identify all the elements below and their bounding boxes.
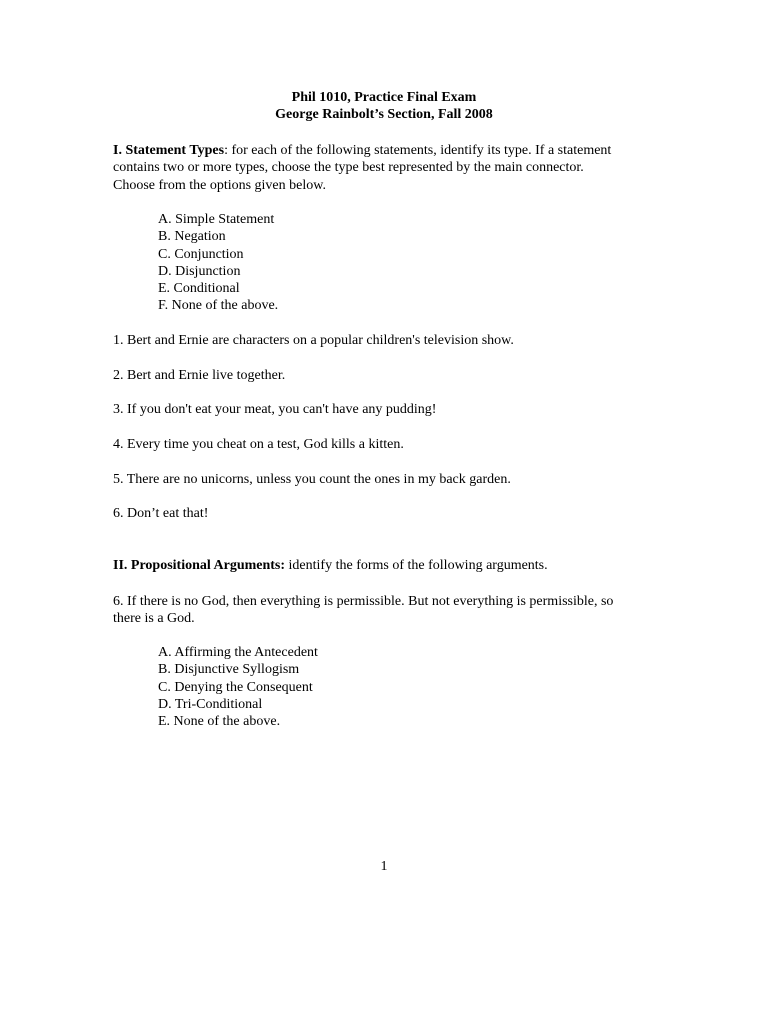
section2-option: A. Affirming the Antecedent xyxy=(158,645,318,660)
section1-option: F. None of the above. xyxy=(158,298,279,313)
section1-question: 2. Bert and Ernie live together. xyxy=(113,368,286,383)
exam-title: Phil 1010, Practice Final Exam xyxy=(291,90,477,105)
section2-heading: II. Propositional Arguments: xyxy=(113,558,286,573)
section2-option: E. None of the above. xyxy=(158,714,281,729)
section1-intro-line-1 xyxy=(113,142,611,159)
section2-intro-text: identify the forms of the following arguments. xyxy=(285,558,548,573)
section2-intro xyxy=(113,557,548,574)
section1-question: 5. There are no unicorns, unless you count the ones in my back garden. xyxy=(113,472,511,487)
section1-question: 6. Don’t eat that! xyxy=(113,506,209,521)
section2-option: D. Tri-Conditional xyxy=(158,697,263,712)
section1-intro-line-2: contains two or more types, choose the type best represented by the main connector. xyxy=(113,160,584,175)
section1-option: E. Conditional xyxy=(158,281,240,296)
page-number: 1 xyxy=(380,859,388,874)
section1-option: D. Disjunction xyxy=(158,264,241,279)
section1-intro-line-3: Choose from the options given below. xyxy=(113,178,326,193)
section1-intro-text: : for each of the following statements, identify its type. If a statement xyxy=(224,143,612,158)
section2-option: B. Disjunctive Syllogism xyxy=(158,662,300,677)
section1-question: 3. If you don't eat your meat, you can't have any pudding! xyxy=(113,402,437,417)
section1-option: C. Conjunction xyxy=(158,247,244,262)
section1-question: 4. Every time you cheat on a test, God kills a kitten. xyxy=(113,437,404,452)
section2-option: C. Denying the Consequent xyxy=(158,680,313,695)
exam-subtitle: George Rainbolt’s Section, Fall 2008 xyxy=(275,107,493,122)
section2-question-line-2: there is a God. xyxy=(113,611,195,626)
section2-question-line-1: 6. If there is no God, then everything is permissible. But not everything is permissible, so xyxy=(113,594,614,609)
section1-option: B. Negation xyxy=(158,229,226,244)
section1-option: A. Simple Statement xyxy=(158,212,275,227)
section1-question: 1. Bert and Ernie are characters on a popular children's television show. xyxy=(113,333,514,348)
section1-heading: I. Statement Types xyxy=(113,143,225,158)
